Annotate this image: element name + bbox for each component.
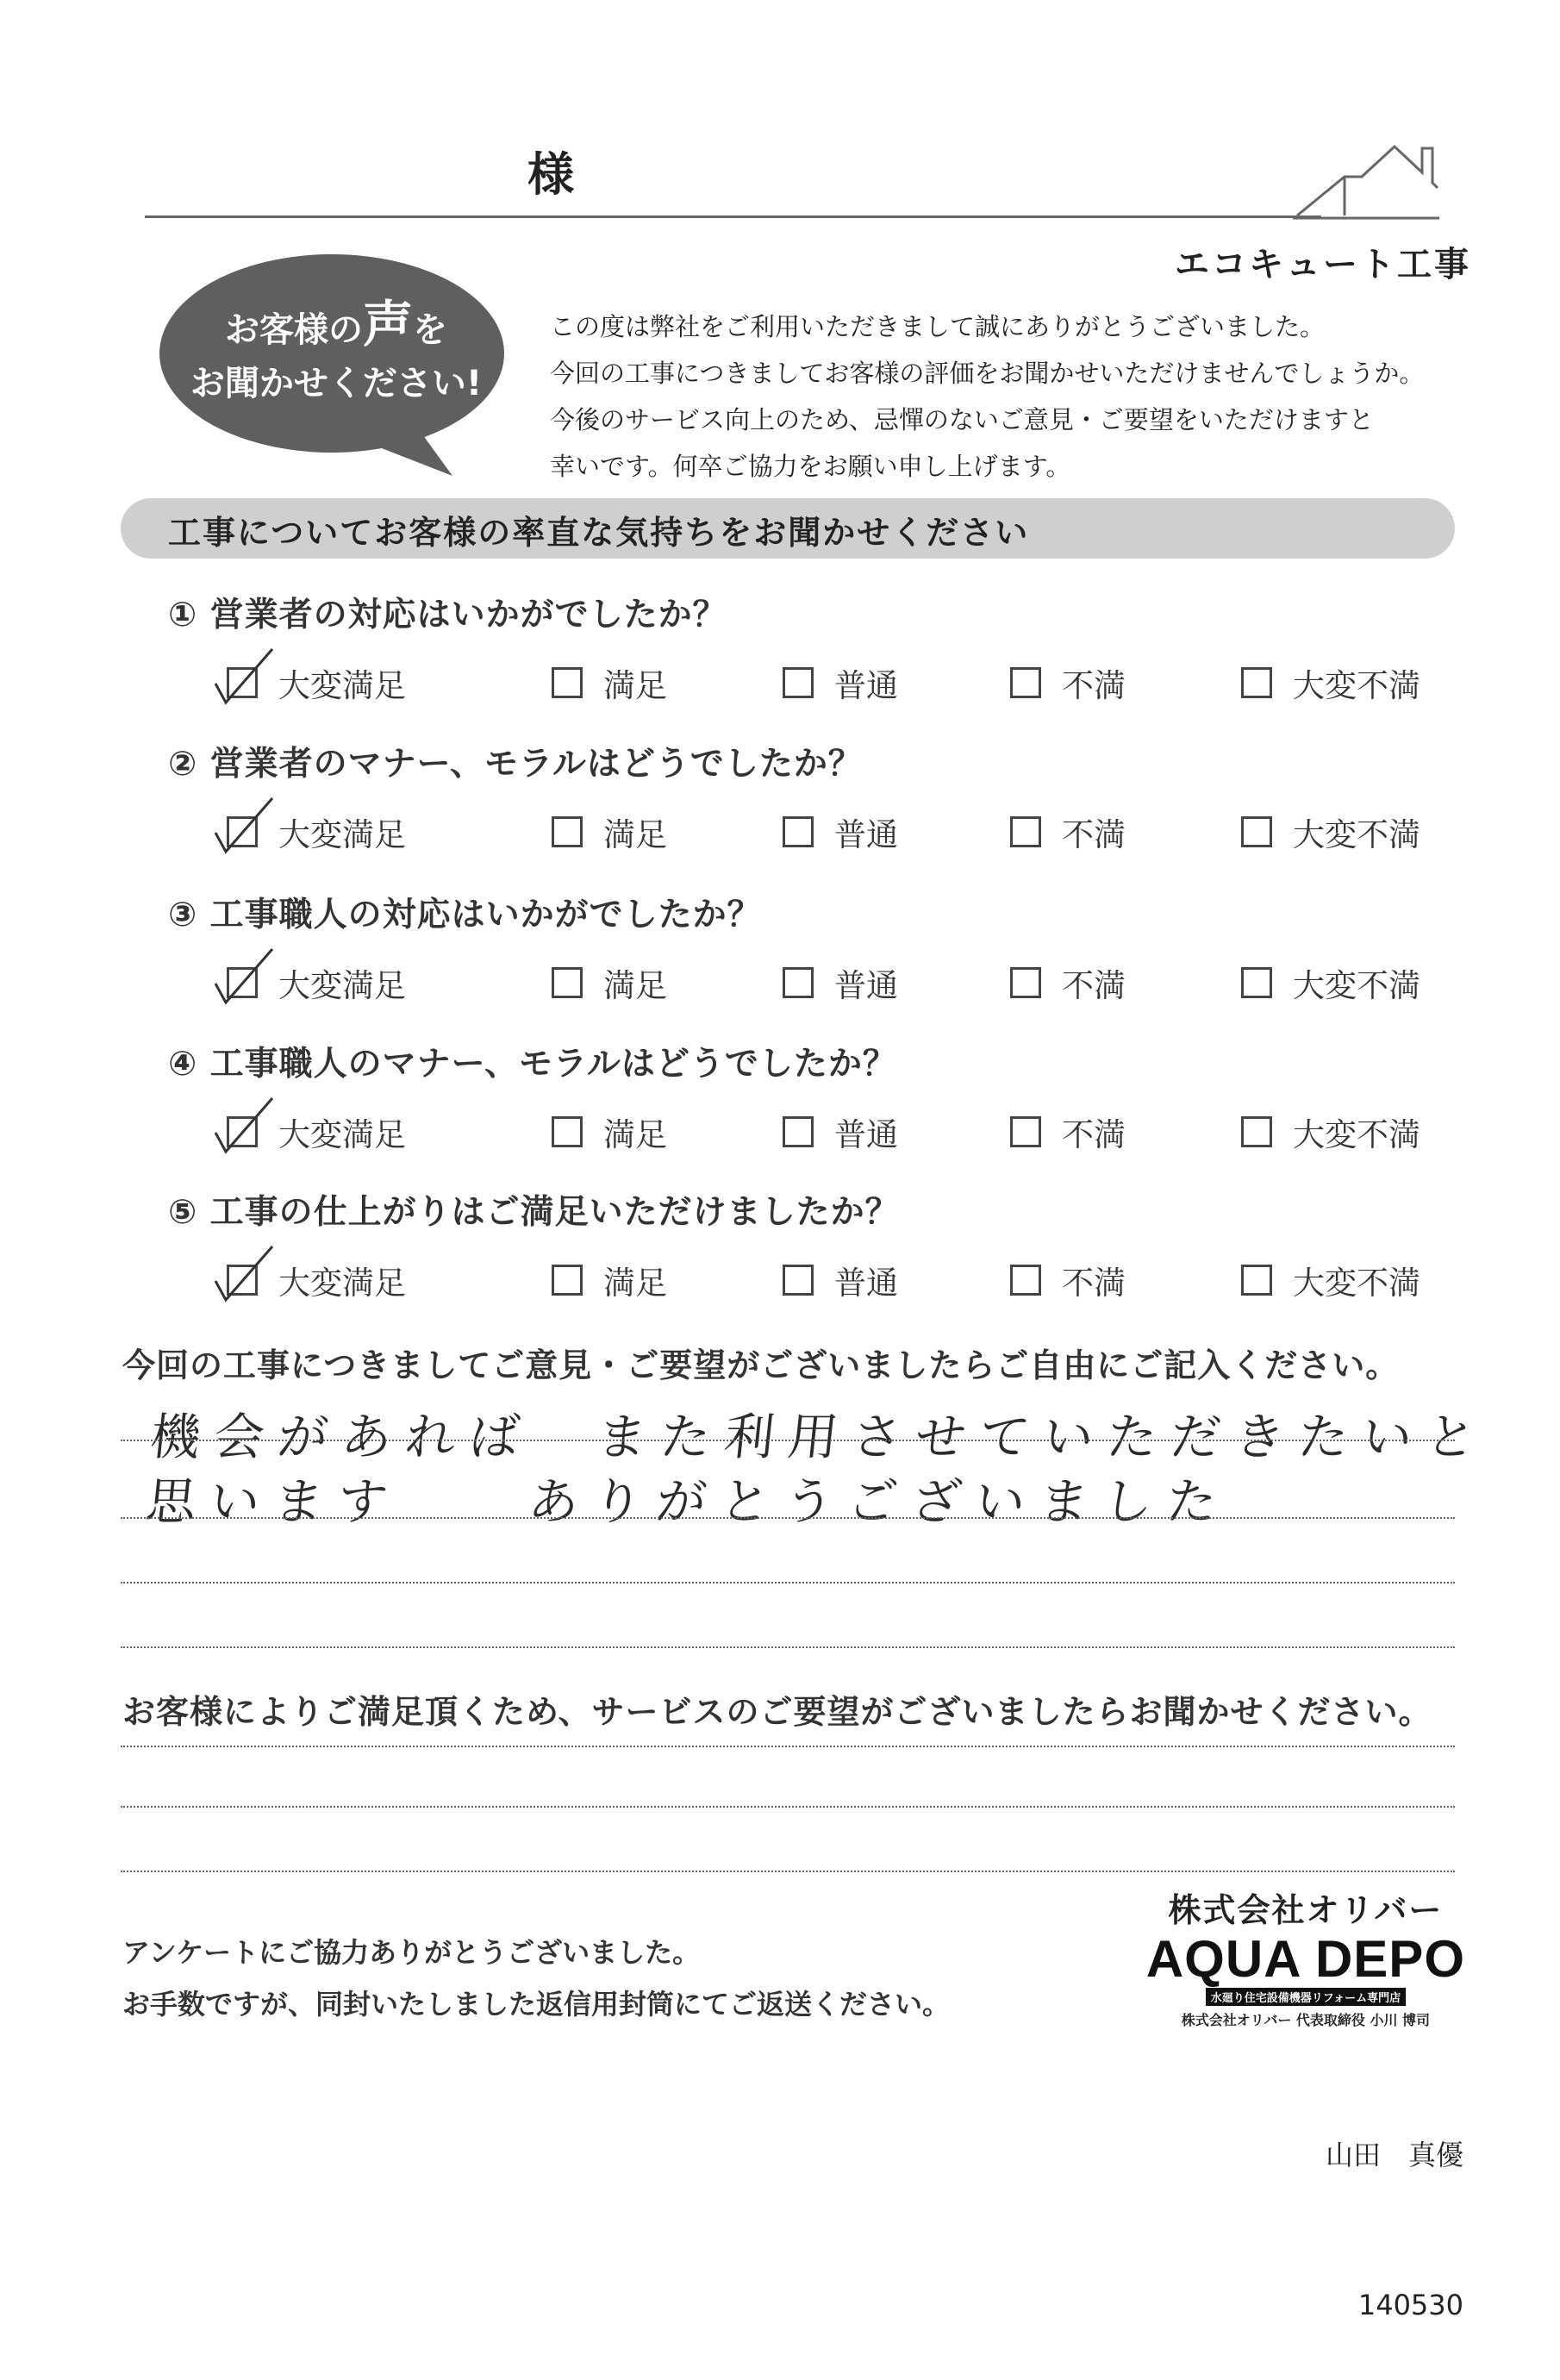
option-label: 大変満足 — [278, 1116, 406, 1153]
rating-options — [0, 1109, 1560, 1160]
checkbox[interactable] — [1010, 667, 1041, 698]
rating-option[interactable] — [552, 1109, 667, 1155]
service-request-line — [121, 1806, 1455, 1808]
option-label: 大変不満 — [1293, 967, 1420, 1004]
comment-line — [121, 1440, 1455, 1441]
rating-option[interactable] — [1241, 809, 1420, 855]
intro-line: 幸いです。何卒ご協力をお願い申し上げます。 — [550, 452, 1071, 481]
checkbox[interactable] — [227, 816, 258, 847]
rating-option[interactable] — [227, 659, 406, 706]
option-label: 普通 — [834, 667, 898, 704]
bubble-line1-b: を — [413, 310, 447, 350]
option-label: 大変不満 — [1293, 1116, 1420, 1153]
option-label: 大変満足 — [278, 1265, 406, 1302]
staff-name: 山田 真優 — [1325, 2139, 1463, 2171]
rating-options — [0, 959, 1560, 1011]
question-label: ① 営業者の対応はいかがでしたか？ — [168, 596, 727, 634]
option-label: 大変不満 — [1293, 816, 1420, 853]
checkbox[interactable] — [552, 1116, 583, 1147]
question-label: ④ 工事職人のマナー、モラルはどうでしたか？ — [168, 1045, 897, 1084]
company-block — [1146, 1883, 1465, 2029]
rating-option[interactable] — [227, 959, 406, 1006]
intro-line: 今回の工事につきましてお客様の評価をお聞かせいただけませんでしょうか。 — [550, 359, 1425, 388]
checkbox[interactable] — [552, 967, 583, 998]
comment-line — [121, 1582, 1455, 1584]
checkbox[interactable] — [1241, 816, 1272, 847]
house-icon — [1293, 138, 1439, 224]
checkbox[interactable] — [783, 667, 814, 698]
bubble-line1-a: お客様の — [224, 310, 363, 350]
handwritten-comment-line2: 思います ありがとうございました — [142, 1472, 1234, 1531]
option-label: 不満 — [1062, 967, 1126, 1004]
intro-paragraph — [550, 303, 1424, 490]
option-label: 不満 — [1062, 816, 1126, 853]
brand-tagline: 水廻り住宅設備機器リフォーム専門店 — [1206, 1988, 1406, 2006]
handwritten-comment-line1: 機会があれば また利用させていただきたいと — [147, 1408, 1494, 1466]
rating-option[interactable] — [1241, 1109, 1420, 1155]
form-code: 140530 — [1357, 2289, 1463, 2321]
company-name: 株式会社オリバー — [1168, 1891, 1444, 1929]
checkbox[interactable] — [552, 667, 583, 698]
checkbox[interactable] — [227, 667, 258, 698]
bubble-voice: 声 — [362, 295, 413, 353]
rating-option[interactable] — [1010, 959, 1126, 1006]
option-label: 大変満足 — [278, 667, 406, 704]
option-label: 普通 — [834, 967, 898, 1004]
checkbox[interactable] — [1010, 1116, 1041, 1147]
rating-option[interactable] — [552, 1257, 667, 1303]
option-label: 満足 — [603, 1265, 667, 1302]
rating-option[interactable] — [783, 1257, 898, 1303]
option-label: 大変不満 — [1293, 667, 1420, 704]
checkbox[interactable] — [783, 967, 814, 998]
intro-line: この度は弊社をご利用いただきまして誠にありがとうございました。 — [550, 312, 1326, 341]
option-label: 大変満足 — [278, 967, 406, 1004]
checkmark-icon — [210, 1240, 278, 1307]
rating-option[interactable] — [1010, 1257, 1126, 1303]
rating-option[interactable] — [227, 1109, 406, 1155]
section-title: 工事についてお客様の率直な気持ちをお聞かせください — [168, 514, 1030, 552]
brand-logo: AQUA DEPO — [1145, 1930, 1465, 1988]
work-type-label: エコキュート工事 — [1175, 245, 1471, 284]
thanks-line1: アンケートにご協力ありがとうございました。 — [122, 1936, 701, 1969]
option-label: 大変不満 — [1293, 1265, 1420, 1302]
bubble-text — [164, 297, 509, 410]
rating-option[interactable] — [1010, 809, 1126, 855]
rating-options — [0, 659, 1560, 711]
rating-option[interactable] — [227, 1257, 406, 1303]
option-label: 満足 — [603, 1116, 667, 1153]
checkmark-icon — [210, 791, 278, 859]
checkbox[interactable] — [783, 816, 814, 847]
customer-honorific: 様 — [527, 147, 576, 202]
rating-option[interactable] — [783, 1109, 898, 1155]
option-label: 満足 — [603, 667, 667, 704]
checkbox[interactable] — [1010, 1265, 1041, 1296]
option-label: 満足 — [603, 816, 667, 853]
option-label: 不満 — [1062, 667, 1126, 704]
question-label: ⑤ 工事の仕上がりはご満足いただけましたか？ — [168, 1193, 900, 1232]
checkbox[interactable] — [1241, 967, 1272, 998]
bubble-line2: お聞かせください! — [190, 364, 483, 403]
rating-option[interactable] — [552, 659, 667, 706]
question-label: ③ 工事職人の対応はいかがでしたか？ — [168, 896, 762, 934]
rating-option[interactable] — [783, 809, 898, 855]
checkbox[interactable] — [783, 1116, 814, 1147]
header-divider — [145, 216, 1321, 218]
checkbox[interactable] — [783, 1265, 814, 1296]
rating-option[interactable] — [552, 809, 667, 855]
rating-option[interactable] — [1241, 659, 1420, 706]
comments-question: 今回の工事につきましてご意見・ご要望がございましたらご自由にご記入ください。 — [122, 1346, 1400, 1384]
thanks-message — [122, 1927, 950, 2030]
rating-options — [0, 809, 1560, 860]
service-request-question: お客様によりご満足頂くため、サービスのご要望がございましたらお聞かせください。 — [122, 1693, 1432, 1731]
rating-option[interactable] — [227, 809, 406, 855]
checkbox[interactable] — [1010, 816, 1041, 847]
checkbox[interactable] — [227, 967, 258, 998]
rating-option[interactable] — [1010, 659, 1126, 706]
service-request-line — [121, 1871, 1455, 1872]
thanks-line2: お手数ですが、同封いたしました返信用封筒にてご返送ください。 — [122, 1988, 951, 2021]
checkmark-icon — [210, 642, 278, 709]
intro-line: 今後のサービス向上のため、忌憚のないご意見・ご要望をいただけますと — [550, 405, 1374, 434]
option-label: 普通 — [834, 816, 898, 853]
option-label: 普通 — [834, 1116, 898, 1153]
comment-line — [121, 1517, 1455, 1519]
question-label: ② 営業者のマナー、モラルはどうでしたか？ — [168, 745, 863, 784]
option-label: 満足 — [603, 967, 667, 1004]
checkbox[interactable] — [227, 1265, 258, 1296]
option-label: 大変満足 — [278, 816, 406, 853]
checkmark-icon — [210, 942, 278, 1009]
option-label: 普通 — [834, 1265, 898, 1302]
representative: 株式会社オリバー 代表取締役 小川 博司 — [1181, 2012, 1431, 2028]
checkbox[interactable] — [552, 1265, 583, 1296]
rating-option[interactable] — [783, 659, 898, 706]
rating-options — [0, 1257, 1560, 1309]
option-label: 不満 — [1062, 1265, 1126, 1302]
rating-option[interactable] — [1010, 1109, 1126, 1155]
rating-option[interactable] — [783, 959, 898, 1006]
option-label: 不満 — [1062, 1116, 1126, 1153]
checkbox[interactable] — [1241, 1116, 1272, 1147]
checkmark-icon — [210, 1091, 278, 1159]
checkbox[interactable] — [1241, 1265, 1272, 1296]
comment-line — [121, 1646, 1455, 1648]
rating-option[interactable] — [1241, 1257, 1420, 1303]
rating-option[interactable] — [552, 959, 667, 1006]
rating-option[interactable] — [1241, 959, 1420, 1006]
checkbox[interactable] — [1241, 667, 1272, 698]
checkbox[interactable] — [227, 1116, 258, 1147]
staff-block — [1326, 2030, 1463, 2380]
checkbox[interactable] — [1010, 967, 1041, 998]
checkbox[interactable] — [552, 816, 583, 847]
service-request-line — [121, 1746, 1455, 1747]
